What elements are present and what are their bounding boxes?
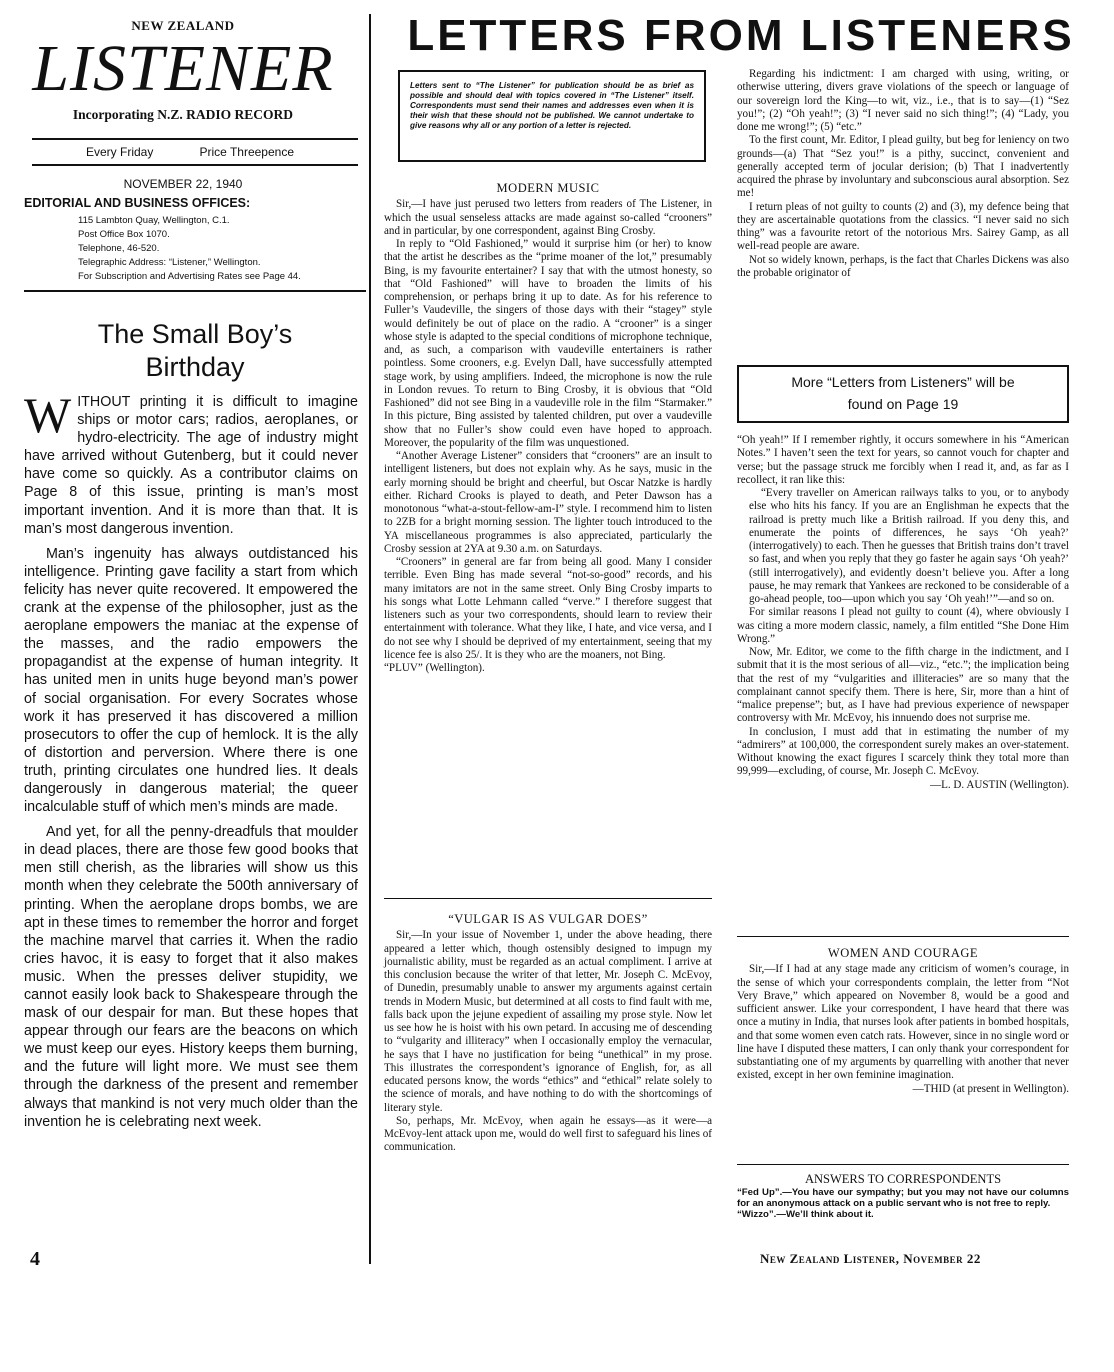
masthead-frequency-row xyxy=(60,145,320,159)
frequency: Every Friday xyxy=(86,145,154,159)
letter-paragraph: “Oh yeah!” If I remember rightly, it occurs somewhere in his “American Notes.” I haven’t seen the text for years, so cannot vouch for chapter and verse; but the passage struck me forcibly when I read it, and, as far as I recollect, it ran like this: xyxy=(737,434,1069,486)
page-number: 4 xyxy=(30,1248,40,1270)
footer-text: New Zealand Listener, November 22 xyxy=(760,1251,981,1266)
column-divider xyxy=(369,14,371,1264)
editorial-title-line: Birthday xyxy=(145,352,245,382)
modern-music-letter xyxy=(384,182,712,675)
letter-paragraph: So, perhaps, Mr. McEvoy, when again he essays—as it were—a McEvoy-lent attack upon me, would do well first to safeguard his lines of communication. xyxy=(384,1114,712,1154)
offices-rule xyxy=(24,290,366,292)
letter-paragraph: “Another Average Listener” considers that “crooners” are an insult to intelligent listeners, but does not explain why. As he says, music in the early morning should be bright and cheerful, but Oscar Natzke is hardly either. Richard Crooks is played to death, and Peter Dawson has a monotonous “what-a-stout-fellow-am-I” style. I recommend him to listen to 2ZB for a bright morning session. The lighter touch introduced to the YA miscellaneous programmes is also appreciated, particularly the Crosby session at 2YA at 9.30 a.m. on Saturdays. xyxy=(384,450,712,555)
masthead-country: NEW ZEALAND xyxy=(131,18,235,33)
editorial-paragraph-text: ITHOUT printing it is difficult to imagine ships or motor cars; radios, aeroplanes, or hydro-electricity. The age of industry might have arrived without Gutenberg, but it could never have come so quickly. As a contributor claims on Page 8 of this issue, printing is man’s most important invention. And it is more than that. It is man’s most dangerous invention. xyxy=(24,394,358,537)
letter-paragraph: Regarding his indictment: I am charged with using, writing, or otherwise uttering, divers grave violations of the speech or language of our sovereign lord the King—to wit, viz., i.e., that is to say—(1) “Sez you!”; (2) “Oh yeah!”; (3) “I never said no sich thing!”; (4) “Lady, you done me wrong!”; (5) “etc.” xyxy=(737,68,1069,133)
price: Price Threepence xyxy=(199,145,294,159)
editorial-body xyxy=(24,387,358,1138)
letter-paragraph: Sir,—In your issue of November 1, under the above heading, there appeared a letter which, though ostensibly designed to impugn my journalistic ability, must be regarded as an actual compliment. I arrive at this conclusion because the writer of that letter, Mr. Joseph C. McEvoy, of Dunedin, presumably unable to answer my arguments against certain trends in Modern Music, but determined at all costs to find fault with me, falls back upon the jejune expedient of assailing my prose style. Now let us see how he is hoist with his own petard. In accusing me of descending to “vulgarity and illiteracy” when I occasionally employ the vernacular, he says that I have no justification for being “unethical” in my prose. This illustrates the correspondent’s ignorance of English, for, as all educated persons know, the words “ethics” and “ethical” relate solely to the science of morals, and have nothing to do with the shortcomings of literary style. xyxy=(384,929,712,1114)
answers-separator xyxy=(737,1164,1069,1165)
letter-paragraph: Not so widely known, perhaps, is the fact that Charles Dickens was also the probable originator of xyxy=(737,253,1069,279)
letter-paragraph: To the first count, Mr. Editor, I plead guilty, but beg for leniency on two grounds—(a) That “Sez you!” is a pithy, succinct, convenient and generally accepted term of jocular derision; (b) That I inadvertently acquired the phrase by involuntary and subconscious aural absorption. Sez me! xyxy=(737,134,1069,200)
editorial-paragraph xyxy=(24,387,358,538)
offices-line: For Subscription and Advertising Rates see Page 44. xyxy=(78,271,301,282)
more-letters-line: found on Page 19 xyxy=(847,396,959,412)
masthead-rule-bottom xyxy=(32,164,358,166)
editorial-title-line: The Small Boy’s xyxy=(97,319,293,349)
masthead-rule-top xyxy=(32,138,358,140)
editorial-paragraph: And yet, for all the penny-dreadfuls that moulder in dead places, there are those few good books that men still cherish, as the libraries will show us this month when they celebrate the 500th anniversary of printing. When the aeroplane drops bombs, we are apt in these times to remember the horror and forget the machine marvel that carries it. When the radio cries havoc, it is easy to forget that it also makes music. When the presses deliver stupidity, we cannot easily look back to Shakespeare through the mask of our despair for man. But these hopes that appear through our fears are the beacons on which we must keep our eyes. History keeps them burning, and the future will light more. We must see them through the darkness of the present and remember always that mankind is not very much older than the invention he is celebrating next week. xyxy=(24,824,358,1130)
offices-line: Telephone, 46-520. xyxy=(78,243,160,254)
more-letters-line: More “Letters from Listeners” will be xyxy=(791,374,1015,390)
editorial-paragraph: Man’s ingenuity has always outdistanced his intelligence. Printing gave facility a start from which felicity has never quite recovered. It empowered the crank at the expense of the philosopher, just as the aeroplane empowers the maniac at the expense of the masses, and the radio empowers the propagandist at the expense of human integrity. It has united men in units huge beyond man’s power of social organisation. For every Socrates whose work it has preserved it has discovered a million prosecutors to offer the cup of hemlock. It is the ally of distortion and perversion. Where there is one truth, printing circulates one hundred lies. It deals dangerously in dangerous material; the queer incalculable stuff of which men’s minds are made. xyxy=(24,545,358,816)
letter-signature: —L. D. AUSTIN (Wellington). xyxy=(930,778,1069,791)
offices-line: Post Office Box 1070. xyxy=(78,229,170,240)
letters-header: LETTERS FROM LISTENERS xyxy=(407,11,1075,60)
letter-paragraph: “Crooners” in general are far from being all good. Many I consider terrible. Even Bing has made several “not-so-good” records, and his many imitators are not in the same street. Only Bing Crosby imparts to his songs what Lotte Lehmann called “verve.” I therefore suggest that listeners such as your two correspondents, should learn to review their entertainment with tolerance. What they like, I hate, and vice versa, and I do not see why I should be deprived of my entertainment, seeing that my licence fee is also 25/. It is they who are the moaners, not Bing. xyxy=(384,556,712,661)
offices-line: Telegraphic Address: “Listener,” Wellington. xyxy=(78,257,261,268)
letter-paragraph: I return pleas of not guilty to counts (2) and (3), my defence being that they are ascertainable quotations from the classics. “I never said no sich thing” was a favourite retort of the notorious Mrs. Sairey Gamp, as all well-read people are aware. xyxy=(737,200,1069,253)
vulgar-heading: “VULGAR IS AS VULGAR DOES” xyxy=(448,912,648,926)
letter-paragraph: In conclusion, I must add that in estimating the number of my “admirers” at 100,000, the correspondent surely makes an over-statement. Without knowing the exact figures I scarcely think they total more than 99,999—excluding, of course, Mr. Joseph C. McEvoy. xyxy=(737,725,1069,778)
masthead-incorporating: Incorporating N.Z. RADIO RECORD xyxy=(72,107,294,122)
austin-letter-part2 xyxy=(737,434,1069,792)
letter-paragraph: In reply to “Old Fashioned,” would it surprise him (or her) to know that the artist he describes as the “prime moaner of the lot,” presumably Bing, is my favourite entertainer? I say that with the utmost honesty, so that “Old Fashioned” will have to broaden the limits of his comprehension, or perhaps bring it up to date. As for his reference to Fuller’s Vaudeville, the singers of those days with their “stagey” style would definitely be out of place on the radio. A “crooner” is a singer whose style is adapted to the special conditions of microphone technique, and, as such, a comparison with vaudeville entertainers is rather pointless. Some crooners, e.g. Evelyn Dall, have successfully attempted stage work, by using amplifiers. Indeed, the microphone is now the rule in London revues. To return to Bing Crosby, it is obvious that “Old Fashioned” did not see Bing in a vaudeville role in the film “Starmaker.” In this picture, Bing assisted by talented children, put over a vaudeville show that no Fuller’s show could even have hoped to approach. Moreover, the popularity of the film was unquestioned. xyxy=(384,238,712,449)
answers-heading: ANSWERS TO CORRESPONDENTS xyxy=(804,1172,1002,1186)
offices-line: 115 Lambton Quay, Wellington, C.1. xyxy=(78,215,230,226)
more-letters-box xyxy=(737,365,1069,423)
letters-notice: Letters sent to “The Listener” for publication should be as brief as possible and should deal with topics covered in “The Listener” itself. Correspondents must send their names and addresses even when it is their wish that these should not be published. We cannot undertake to give reasons why all or any portion of a letter is rejected. xyxy=(398,70,706,162)
austin-letter-part1 xyxy=(737,68,1069,280)
dropcap: W xyxy=(24,387,72,443)
letter-paragraph: Sir,—If I had at any stage made any criticism of women’s courage, in the sense of which your correspondents complain, the letter from “Not Very Brave,” which appeared on November 8, would be a good and sufficient answer. Like your correspondent, I have heard that there was once a mutiny in India, that nurses look after patients in bombed hospitals, and that some women even catch rats. However, since in no single word or line have I disputed these matters, I can only thank your correspondent for substantiating one of my arguments by quarrelling with another that never existed, except in her own feminine imagination. xyxy=(737,963,1069,1082)
issue-date: NOVEMBER 22, 1940 xyxy=(123,177,243,191)
letter-signature: —THID (at present in Wellington). xyxy=(912,1082,1069,1095)
letter-paragraph: For similar reasons I plead not guilty to count (4), where obviously I was citing a more modern classic, namely, a film entitled “She Done Him Wrong.” xyxy=(737,606,1069,645)
answer-item: “Fed Up”.—You have our sympathy; but you may not have our columns for an anonymous attack on a public servant who is not free to reply. xyxy=(737,1187,1069,1209)
letter-signature: “PLUV” (Wellington). xyxy=(384,662,485,674)
offices-title: EDITORIAL AND BUSINESS OFFICES: xyxy=(24,196,251,210)
editorial-title xyxy=(24,318,366,384)
women-letter xyxy=(737,947,1069,1096)
letter-separator xyxy=(737,936,1069,937)
vulgar-letter xyxy=(384,913,712,1155)
letter-paragraph: Now, Mr. Editor, we come to the fifth charge in the indictment, and I submit that it is the most serious of all—viz., “etc.”; the implication being that the rest of my “vulgarities and illiteracies” are so many that the complainant cannot specify them. There is here, Sir, more than a hint of “malice prepense”; but, as I have had previous experience of newspaper controversy with Mr. McEvoy, his innuendo does not surprise me. xyxy=(737,646,1069,725)
letter-quote: “Every traveller on American railways talks to you, or to anybody else who hits his fancy. If you are an Englishman he expects that the railroad is pretty much like a British railroad. If you deny this, and enumerate the points of differences, he says ‘Oh yeah?’ (interrogatively) to each. Then he guesses that British trains don’t travel so fast, and when you reply that they go faster he again says ‘Oh yeah?’ (still interrogatively), and evidently doesn’t believe you. After a long pause, he may remark that Yankees are reckoned to be considerable of a go-ahead people, too—upon which you say ‘Oh yeah!’”—and so on. xyxy=(749,487,1069,605)
masthead-title: LISTENER xyxy=(32,32,334,105)
offices-list xyxy=(78,214,363,284)
answers-section xyxy=(737,1172,1069,1220)
modern-music-heading: MODERN MUSIC xyxy=(496,181,600,195)
letter-paragraph: Sir,—I have just perused two letters from readers of The Listener, in which the usual senseless attacks are made against so-called “crooners” and in particular, by one correspondent, against Bing Crosby. xyxy=(384,198,712,237)
women-heading: WOMEN AND COURAGE xyxy=(827,946,979,960)
answer-item: “Wizzo”.—We’ll think about it. xyxy=(737,1209,874,1220)
letter-separator xyxy=(384,898,712,899)
